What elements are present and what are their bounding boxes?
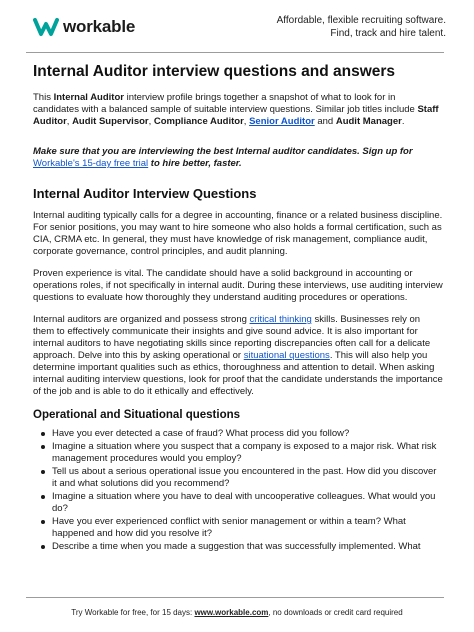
skills-text: . This will also help you determine important qualities such as ethics, thoroughness and attention to detail. When asking internal auditing interview questions, look for proof that the candidate understands the importance of the job and is able to do it ethically and effectively. (33, 350, 443, 397)
intro-bold-internal-auditor: Internal Auditor (53, 92, 124, 103)
tagline (277, 14, 446, 40)
intro-text: , (243, 116, 250, 127)
bullet-icon (41, 520, 45, 524)
intro-paragraph (33, 92, 443, 128)
cta-text: to hire better, faster. (148, 158, 242, 169)
list-item (41, 428, 443, 440)
intro-text: This (33, 92, 54, 103)
question-text: Imagine a situation where you have to deal with uncooperative colleagues. What would you do? (52, 491, 436, 514)
footer-divider (26, 597, 444, 598)
question-text: Imagine a situation where you suspect that a company is exposed to a major risk. What risk management procedures would you employ? (52, 441, 437, 464)
free-trial-link[interactable]: Workable's 15-day free trial (33, 158, 149, 169)
signup-cta (33, 146, 443, 170)
bullet-icon (41, 432, 45, 436)
tagline-line-2: Find, track and hire talent. (330, 28, 446, 39)
section-heading-interview-questions: Internal Auditor Interview Questions (33, 186, 257, 201)
header-divider (26, 52, 444, 53)
skills-text: Internal auditors are organized and possess strong (33, 314, 250, 325)
situational-questions-link[interactable]: situational questions (243, 350, 330, 361)
senior-auditor-link[interactable]: Senior Auditor (249, 116, 315, 127)
page-title: Internal Auditor interview questions and answers (33, 63, 396, 80)
bullet-icon (41, 470, 45, 474)
intro-bold-audit-manager: Audit Manager (335, 116, 402, 127)
intro-bold-staff-auditor: Staff Auditor (33, 104, 439, 127)
section-heading-operational: Operational and Situational questions (33, 409, 241, 421)
list-item (41, 516, 443, 540)
critical-thinking-link[interactable]: critical thinking (249, 314, 312, 325)
page-header (0, 0, 474, 52)
logo-text: workable (63, 17, 136, 36)
question-text: Describe a time when you made a suggestion that was successfully implemented. What (52, 541, 421, 552)
cta-text: Make sure that you are interviewing the best Internal auditor candidates. Sign up for (33, 146, 413, 157)
page-footer (0, 608, 474, 618)
document-body (33, 62, 443, 554)
intro-bold-audit-supervisor: Audit Supervisor (72, 116, 149, 127)
intro-text: and (314, 116, 336, 127)
bullet-icon (41, 445, 45, 449)
question-text: Tell us about a serious operational issue you encountered in the past. How did you discover it and what solutions did you recommend? (52, 466, 437, 489)
bullet-icon (41, 545, 45, 549)
list-item (41, 541, 443, 553)
footer-text: , no downloads or credit card required (268, 608, 403, 617)
intro-text: . (401, 116, 405, 127)
intro-bold-compliance-auditor: Compliance Auditor (153, 116, 244, 127)
paragraph-experience: Proven experience is vital. The candidate should have a solid background in accounting or operations roles, if not specifically in internal audit. During these interviews, use auditing interview questions to evaluate how thoroughly they understand auditing procedures or operations. (33, 268, 443, 303)
question-list (41, 428, 443, 553)
paragraph-skills (33, 314, 443, 398)
intro-text: interview profile brings together a snapshot of what to look for in candidates with a balanced sample of suitable interview questions. Similar job titles include (33, 92, 418, 115)
workable-logo[interactable] (33, 17, 135, 37)
footer-text: Try Workable for free, for 15 days: (71, 608, 195, 617)
intro-text: , (148, 116, 154, 127)
paragraph-education: Internal auditing typically calls for a degree in accounting, finance or a related business discipline. For senior positions, you may want to hire someone who also holds a formal certification, such as CIA, CRMA etc. In general, they must have knowledge of risk management, compliance audit, corporate governance, control principles, and audit planning. (33, 210, 443, 257)
list-item (41, 466, 443, 490)
skills-text: skills. Businesses rely on them to effectively communicate their insights and give sound advice. It is also important for internal auditors to have negotiating skills since reporting discrepancies often call for a delicate approach. Delve into this by asking operational or (33, 314, 431, 361)
bullet-icon (41, 495, 45, 499)
list-item (41, 491, 443, 515)
intro-text: , (66, 116, 73, 127)
workable-logo-icon (33, 17, 59, 37)
question-text: Have you ever experienced conflict with senior management or within a team? What happened and how did you resolve it? (52, 516, 406, 539)
list-item (41, 441, 443, 465)
question-text: Have you ever detected a case of fraud? What process did you follow? (52, 428, 350, 439)
workable-website-link[interactable]: www.workable.com (194, 608, 269, 617)
tagline-line-1: Affordable, flexible recruiting software. (276, 15, 446, 26)
